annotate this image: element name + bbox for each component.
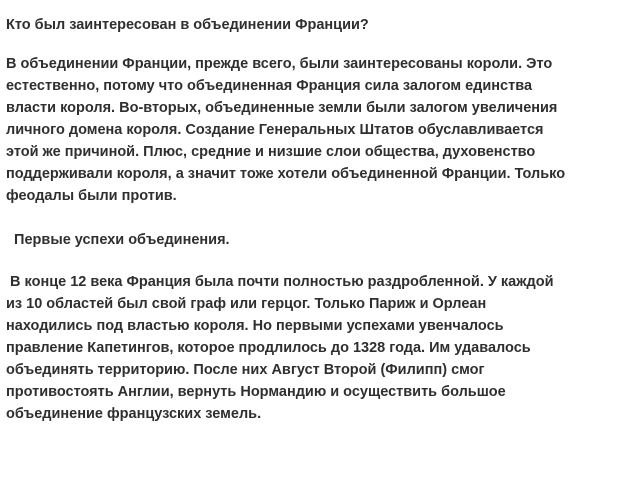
answer-line: феодалы были против.	[6, 188, 177, 204]
answer-line: этой же причиной. Плюс, средние и низшие слои общества, духовенство	[6, 144, 536, 160]
section-line: противостоять Англии, вернуть Нормандию и осуществить большое	[6, 384, 506, 400]
section-line: В конце 12 века Франция была почти полностью раздробленной. У каждой	[6, 274, 554, 290]
section-line: объединять территорию. После них Август Второй (Филипп) смог	[6, 362, 485, 378]
answer-line: В объединении Франции, прежде всего, были заинтересованы короли. Это	[6, 56, 553, 72]
spacer	[6, 36, 626, 53]
answer-line: естественно, потому что объединенная Франция сила залогом единства	[6, 78, 533, 94]
section-heading	[6, 229, 626, 251]
answer-line: личного домена короля. Создание Генеральных Штатов обуславливается	[6, 122, 544, 138]
answer-paragraph	[6, 53, 626, 207]
section-line: находились под властью короля. Но первыми успехами увенчалось	[6, 318, 504, 334]
section-line: из 10 областей был свой граф или герцог. Только Париж и Орлеан	[6, 296, 487, 312]
document-body	[6, 14, 626, 425]
answer-line: власти короля. Во-вторых, объединенные земли были залогом увеличения	[6, 100, 558, 116]
section-heading-text: Первые успехи объединения.	[6, 232, 230, 248]
question-heading: Кто был заинтересован в объединении Франции?	[6, 17, 369, 33]
section-line: правление Капетингов, которое продлилось до 1328 года. Им удавалось	[6, 340, 531, 356]
spacer	[6, 207, 626, 229]
answer-line: поддерживали короля, а значит тоже хотели объединенной Франции. Только	[6, 166, 566, 182]
spacer	[6, 251, 626, 271]
section-line: объединение французских земель.	[6, 406, 262, 422]
section-paragraph	[6, 271, 626, 425]
